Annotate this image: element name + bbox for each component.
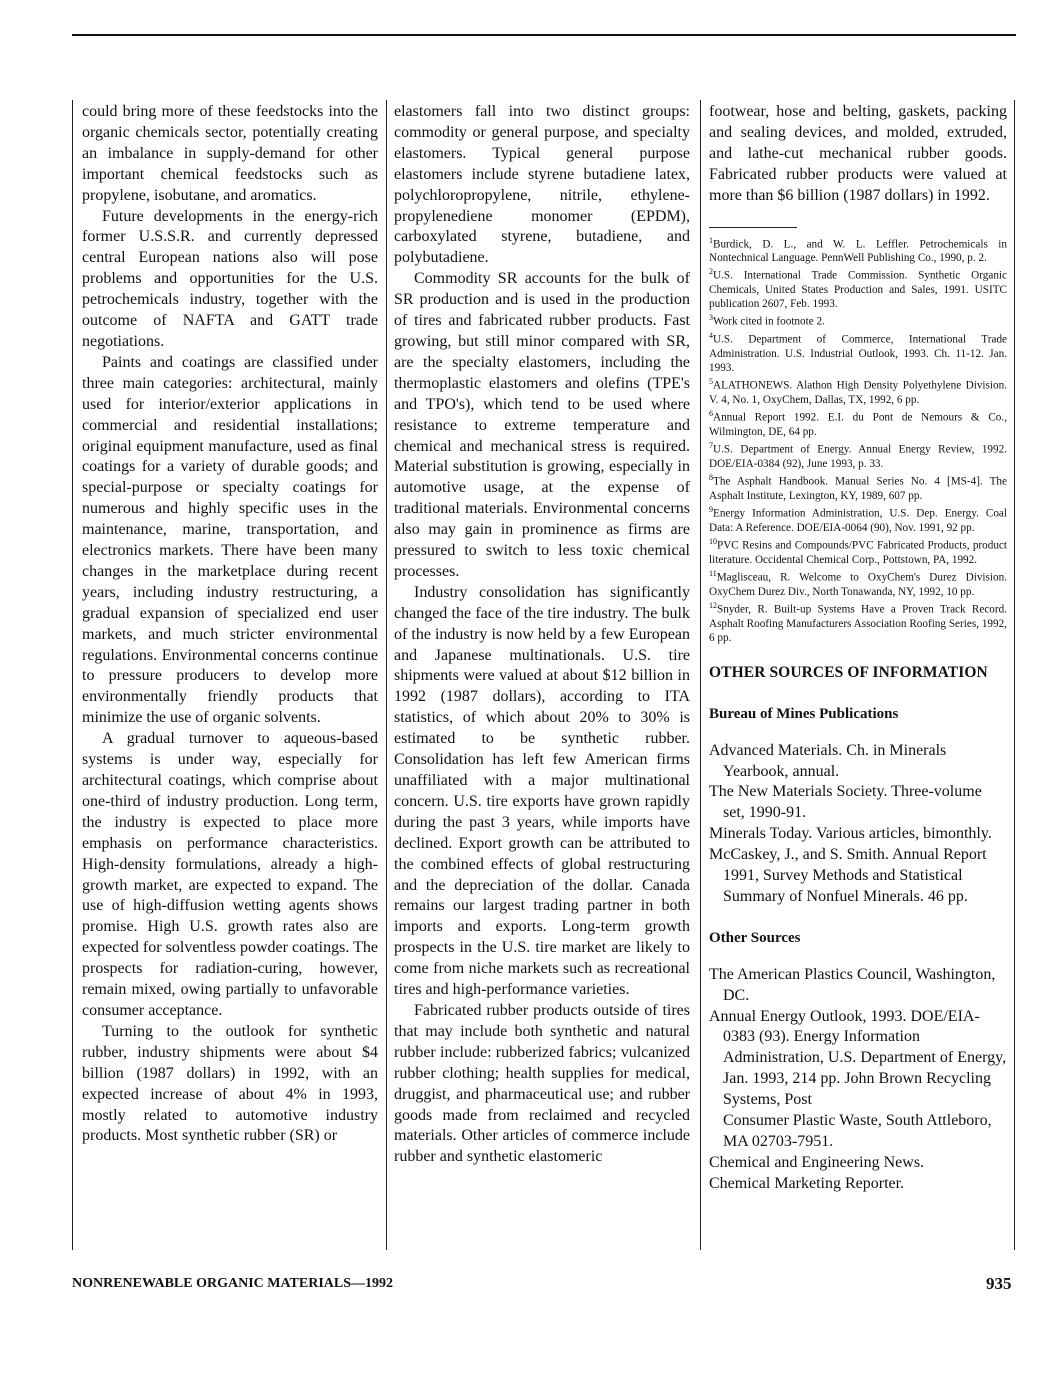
footnote: $^1$Burdick, D. L., and W. L. Leffler. Petrochemicals in Nontechnical Language. PennWell Publishing Co., 1990, p. 2. (709, 235, 1007, 265)
paragraph: elastomers fall into two distinct groups: commodity or general purpose, and specialty elastomers. Typical general purpose elastomers include styrene butadiene latex, polychloropropylene, nitrile, ethylene-propylenediene monomer (EPDM), carboxylated styrene, butadiene, and polybutadiene. (394, 103, 690, 267)
footnote: $^8$The Asphalt Handbook. Manual Series No. 4 [MS-4]. The Asphalt Institute, Lexington, KY, 1989, 607 pp. (709, 473, 1007, 502)
column-rule-1-2 (386, 100, 387, 1250)
paragraph: footwear, hose and belting, gaskets, packing and sealing devices, and molded, extruded, and lathe-cut mechanical rubber goods. Fabricated rubber products were valued at more than $6 billion (1987 dollars) in 1992. (709, 103, 1007, 204)
section-heading-other-sources: OTHER SOURCES OF INFORMATION (709, 663, 988, 681)
reference-item: The New Materials Society. Three-volume set, 1990-91. (709, 783, 982, 822)
reference-item-continued: Consumer Plastic Waste, South Attleboro, MA 02703-7951. (723, 1112, 992, 1150)
column-rule-right (1014, 100, 1015, 1250)
subheading-bureau-of-mines: Bureau of Mines Publications (709, 705, 899, 722)
footnote: $^6$Annual Report 1992. E.I. du Pont de Nemours & Co., Wilmington, DE, 64 pp. (709, 409, 1007, 439)
page-number: 935 (986, 1274, 1012, 1293)
reference-item: McCaskey, J., and S. Smith. Annual Report 1991, Survey Methods and Statistical Summary of Nonfuel Minerals. 46 pp. (709, 846, 987, 905)
footnotes (709, 234, 1007, 645)
footnote: $^9$Energy Information Administration, U.S. Dep. Energy. Coal Data: A Reference. DOE/EIA-0064 (90), Nov. 1991, 92 pp. (709, 505, 1007, 534)
footnote: $^{12}$Snyder, R. Built-up Systems Have a Proven Track Record. Asphalt Roofing Manufacturers Association Roofing Series, 1992, 6 pp. (709, 600, 1007, 644)
reference-item: The American Plastics Council, Washington, DC. (709, 965, 996, 1004)
footnote: $^{10}$PVC Resins and Compounds/PVC Fabricated Products, product literature. Occidental Chemical Corp., Pottstown, PA, 1992. (709, 536, 1007, 566)
text-column-2 (394, 102, 690, 1168)
reference-item: Chemical Marketing Reporter. (709, 1174, 905, 1192)
footnote: $^5$ALATHONEWS. Alathon High Density Polyethylene Division. V. 4, No. 1, OxyChem, Dallas, TX, 1992, 6 pp. (709, 377, 1007, 407)
reference-item: Annual Energy Outlook, 1993. DOE/EIA-0383 (93). Energy Information Administration, U.S. Department of Energy, Jan. 1993, 214 pp. John Brown Recycling Systems, Post (709, 1007, 1007, 1109)
text-column-3 (709, 102, 1007, 1195)
paragraph: Future developments in the energy-rich former U.S.S.R. and currently depressed central European nations also will pose problems and opportunities for the U.S. petrochemicals industry, together with the outcome of NAFTA and GATT trade negotiations. (82, 207, 378, 350)
footnote: $^{11}$Maglisceau, R. Welcome to OxyChem's Durez Division. OxyChem Durez Div., North Tonawanda, NY, 1992, 10 pp. (709, 568, 1007, 598)
subheading-other-sources: Other Sources (709, 929, 801, 946)
footnote-rule (709, 227, 797, 228)
footnote: $^2$U.S. International Trade Commission. Synthetic Organic Chemicals, United States Production and Sales, 1991. USITC publication 2607, Feb. 1993. (709, 267, 1007, 311)
column-rule-2-3 (700, 100, 701, 1250)
footnote: $^3$Work cited in footnote 2. (709, 313, 825, 329)
footnote: $^4$U.S. Department of Commerce, International Trade Administration. U.S. Industrial Outlook, 1993. Ch. 11-12. Jan. 1993. (709, 331, 1007, 375)
text-column-1 (82, 102, 378, 1147)
reference-item: Chemical and Engineering News. (709, 1153, 925, 1171)
paragraph: Fabricated rubber products outside of tires that may include both synthetic and natural rubber include: rubberized fabrics; vulcanized rubber clothing; health supplies for medical, druggist, and pharmaceutical use; and rubber goods made from reclaimed and recycled materials. Other articles of commerce include rubber and synthetic elastomeric (394, 1001, 690, 1166)
paragraph: Turning to the outlook for synthetic rubber, industry shipments were about $4 billion (1987 dollars) in 1992, with an expected increase of about 4% in 1993, mostly related to automotive industry products. Most synthetic rubber (SR) or (82, 1022, 378, 1145)
footnote: $^7$U.S. Department of Energy. Annual Energy Review, 1992. DOE/EIA-0384 (92), June 1993, p. 33. (709, 441, 1007, 470)
footer-title: NONRENEWABLE ORGANIC MATERIALS—1992 (72, 1276, 394, 1291)
paragraph: Paints and coatings are classified under three main categories: architectural, mainly used for interior/exterior applications in commercial and residential installations; original equipment manufacture, used as final coatings for a variety of durable goods; and special-purpose or specialty coatings for numerous and highly specific uses in the maintenance, marine, transportation, and electronics markets. There have been many changes in the marketplace during recent years, including industry restructuring, a gradual expansion of specialized end user markets, and much stricter environmental regulations. Environmental concerns continue to pressure producers to develop more environmentally friendly products that minimize the use of organic solvents. (82, 353, 378, 727)
reference-item: Advanced Materials. Ch. in Minerals Yearbook, annual. (709, 741, 947, 780)
column-rule-left (72, 100, 73, 1250)
paragraph: could bring more of these feedstocks into the organic chemicals sector, potentially creating an imbalance in supply-demand for other important chemical feedstocks such as propylene, isobutane, and aromatics. (82, 103, 378, 204)
header-rule (72, 34, 1016, 36)
paragraph: Commodity SR accounts for the bulk of SR production and is used in the production of tires and fabricated rubber products. Fast growing, but still minor compared with SR, are the specialty elastomers, including the thermoplastic elastomers and olefins (TPE's and TPO's), which tend to be used where resistance to extreme temperature and chemical and mechanical stress is required. Material substitution is growing, especially in automotive usage, at the expense of traditional materials. Environmental concerns also may gain in prominence as firms are pressured to switch to less toxic chemical processes. (394, 270, 690, 580)
paragraph: Industry consolidation has significantly changed the face of the tire industry. The bulk of the industry is now held by a few European and Japanese multinationals. U.S. tire shipments were valued at about $12 billion in 1992 (1987 dollars), according to ITA statistics, of which about 20% to 30% is estimated to be synthetic rubber. Consolidation has left few American firms unaffiliated with a major multinational concern. U.S. tire exports have grown rapidly during the past 3 years, while imports have declined. Export growth can be attributed to the combined effects of global restructuring and the depreciation of the dollar. Canada remains our largest trading partner in both imports and exports. Long-term growth prospects in the U.S. tire market are likely to come from niche markets such as recreational tires and high-performance varieties. (394, 583, 690, 999)
reference-item: Minerals Today. Various articles, bimonthly. (709, 825, 992, 843)
paragraph: A gradual turnover to aqueous-based systems is under way, especially for architectural coatings, which comprise about one-third of industry production. Long term, the industry is expected to place more emphasis on performance characteristics. High-density formulations, already a high-growth market, are expected to expand. The use of high-diffusion wetting agents shows promise. High U.S. growth rates also are expected for solventless powder coatings. The prospects for radiation-curing, however, remain mixed, owing partially to unfavorable consumer acceptance. (82, 730, 378, 1019)
